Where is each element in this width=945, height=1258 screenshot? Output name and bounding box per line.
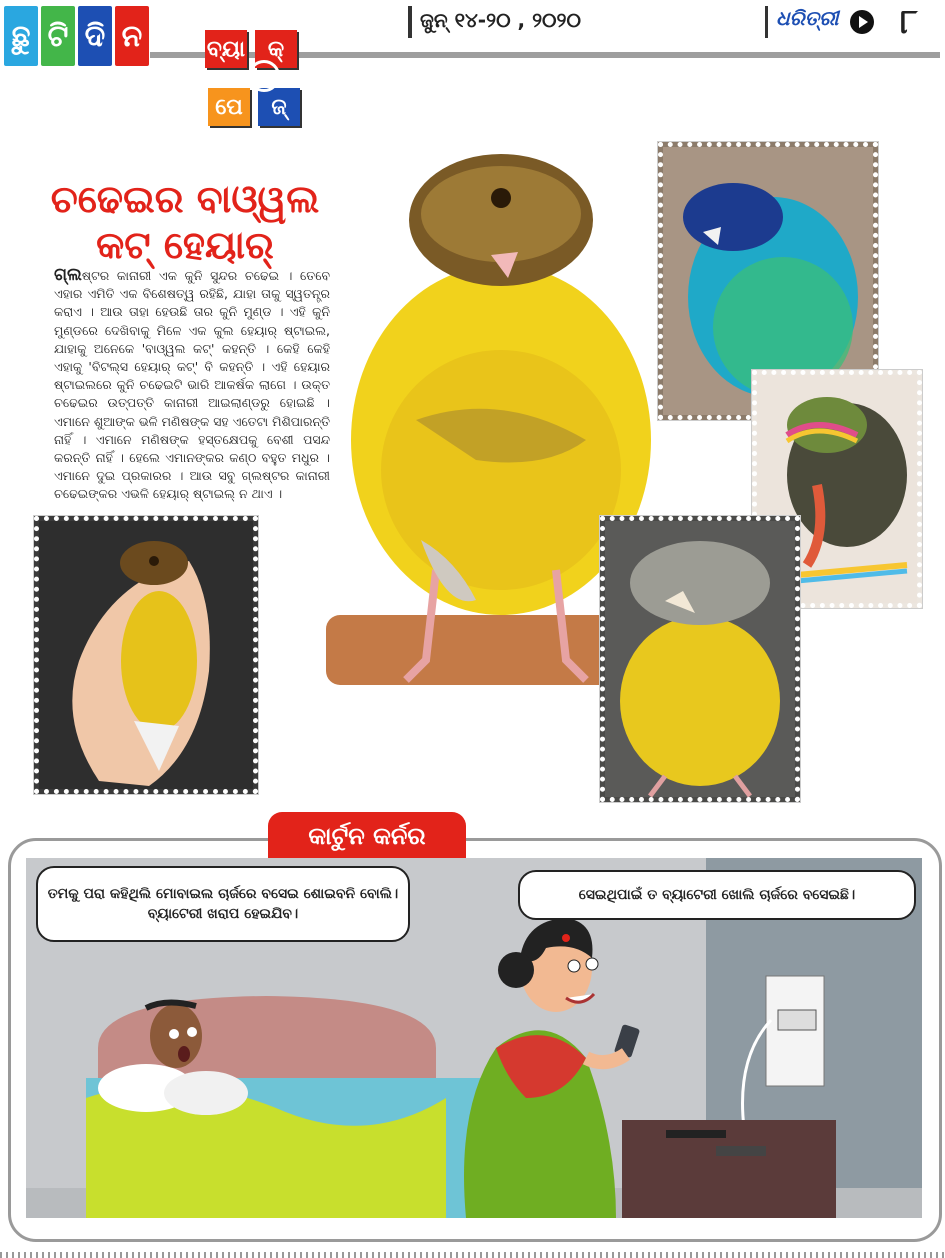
tile-2: କ୍ — [255, 30, 297, 68]
drop-cap: ଗ୍ଲ — [54, 265, 82, 285]
issue-date: ଜୁନ୍ ୧୪-୨୦ , ୨୦୨୦ — [420, 8, 581, 32]
section-letter-4: ନ — [115, 6, 149, 66]
section-letter-2: ଟି — [41, 6, 75, 66]
date-divider — [408, 6, 412, 38]
cartoon-heading: କାର୍ଟୁନ କର୍ନର — [268, 812, 466, 860]
section-letter-3: ଦି — [78, 6, 112, 66]
fluffy-canary-illustration — [605, 521, 795, 797]
brand-logo: ଧରିତ୍ରୀ — [776, 6, 839, 30]
bottom-rule — [0, 1252, 945, 1258]
speech-bubble-woman: ସେଇଥିପାଇଁ ତ ବ୍ୟାଟେରୀ ଖୋଲି ଚାର୍ଜରେ ବସେଇଛି। — [518, 870, 916, 920]
headline-line-2: କଟ୍ ହେୟାର୍ — [96, 223, 274, 267]
play-icon — [850, 10, 874, 34]
tile-3: ପେ — [208, 88, 250, 126]
brand-divider — [765, 6, 768, 38]
article-body — [54, 266, 330, 504]
tile-1: ବ୍ୟା — [205, 30, 247, 68]
tile-ring-decoration — [248, 60, 280, 92]
canary-in-hand-illustration — [39, 521, 253, 789]
headline-line-1: ଚଢେଇର ବାଓ୍ୱଲ — [50, 177, 320, 221]
page-number: ୮ — [900, 2, 918, 42]
photo-fluffy-canary — [600, 516, 800, 802]
section-letter-1: ଛୁ — [4, 6, 38, 66]
photo-canary-in-hand — [34, 516, 258, 794]
tile-4: ଜ୍ — [258, 88, 300, 126]
speech-bubble-man: ତମକୁ ପରା କହିଥିଲି ମୋବାଇଲ ଚାର୍ଜରେ ବସେଇ ଶୋଇବନି ବୋଲି। ବ୍ୟାଟେରୀ ଖରାପ ହେଇଯିବ। — [36, 866, 410, 942]
article-body-text: ଷ୍ଟର କାନାରୀ ଏକ କୁନି ସୁନ୍ଦର ଚଢେଇ । ତେବେ ଏହାର ଏମିତି ଏକ ବିଶେଷତ୍ୱ ରହିଛି, ଯାହା ତାକୁ ସ୍ୱତନ୍ତ୍ର କରାଏ । ଆଉ ତାହା ହେଉଛି ତାର କୁନି ମୁଣ୍ଡ । ଏହି କୁନି ମୁଣ୍ଡରେ ଦେଖିବାକୁ ମିଳେ ଏକ କୁଲ ହେୟାର୍ ଷ୍ଟାଇଲ, ଯାହାକୁ ଅନେକେ 'ବାଓ୍ୱଲ କଟ୍' କହନ୍ତି । କେହି କେହି ଏହାକୁ 'ବିଟଲ୍‌ସ ହେୟାର୍ କଟ୍' ବି କହନ୍ତି । ଏହି ହେୟାର ଷ୍ଟାଇଲରେ କୁନି ଚଢେଇଟି ଭାରି ଆକର୍ଷକ ଲାଗେ । ଉକ୍ତ ଚଢେଇର ଉତ୍ପତ୍ତି କାନାରୀ ଆଇଲାଣ୍ଡରୁ ହୋଇଛି । ଏମାନେ ଶୁଆଙ୍କ ଭଳି ମଣିଷଙ୍କ ସହ ଏତେଟା ମିଶିପାରନ୍ତି ନାହିଁ । ଏମାନେ ମଣିଷଙ୍କ ହସ୍ତକ୍ଷେପକୁ ବେଶୀ ପସନ୍ଦ କରନ୍ତି ନାହିଁ । ହେଲେ ଏମାନଙ୍କର କଣ୍ଠ ବହୁତ ମଧୁର । ଏମାନେ ଦୁଇ ପ୍ରକାରର । ଆଉ ସବୁ ଗ୍ଲଷ୍ଟର କାନାରୀ ଚଢେଇଙ୍କର ଏଭଳି ହେୟାର୍ ଷ୍ଟାଇଲ୍ ନ ଥାଏ । — [54, 268, 330, 502]
